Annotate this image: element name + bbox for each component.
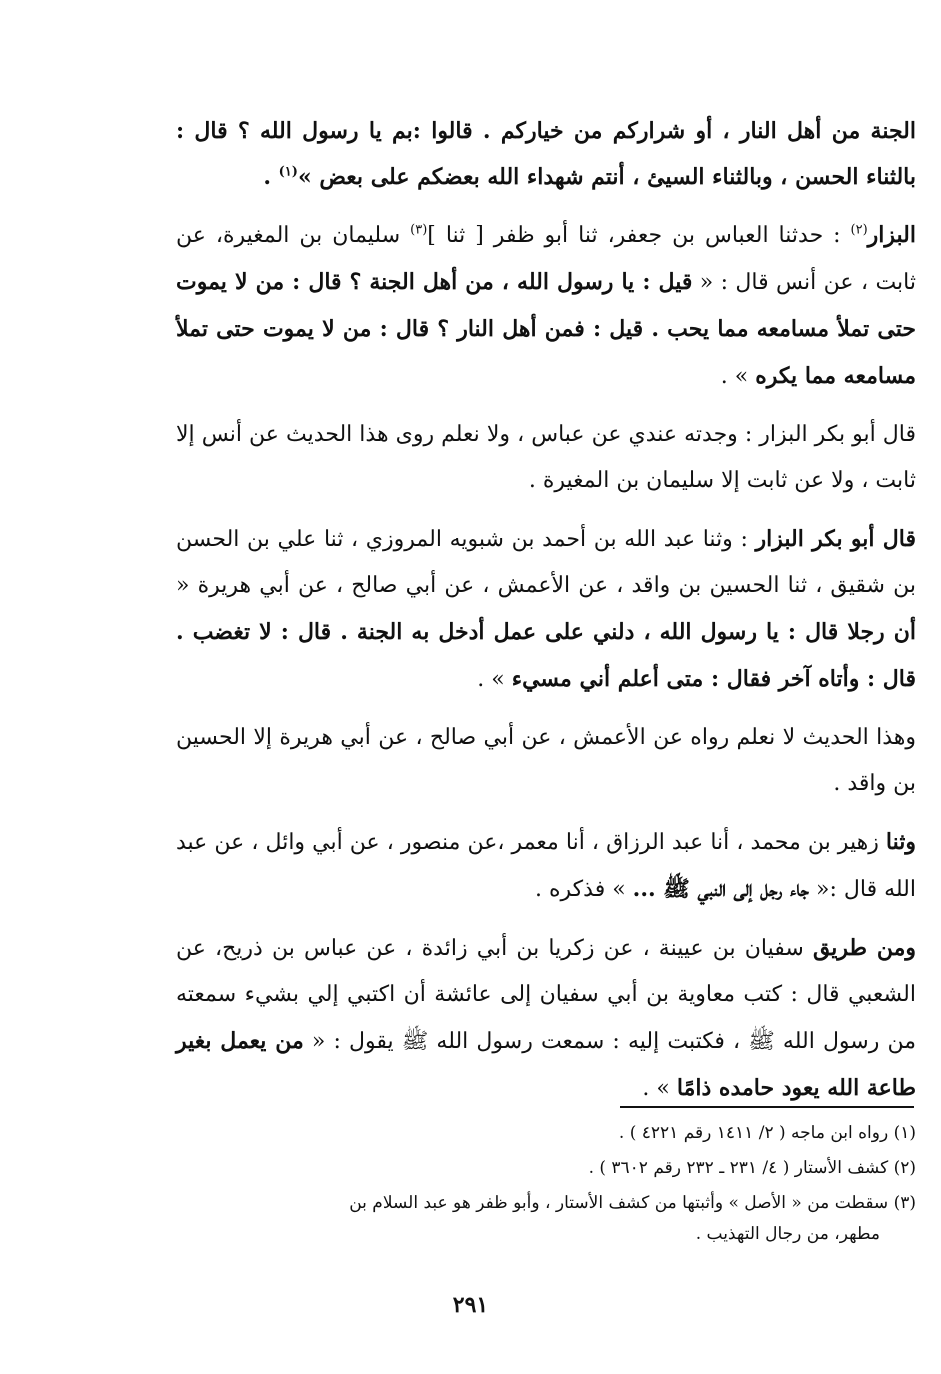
- paragraph-1-end: .: [263, 164, 279, 190]
- paragraph-3: قال أبو بكر البزار : وجدته عندي عن عباس ، ولا نعلم روى هذا الحديث عن أنس إلا ثابت ، ولا عن ثابت إلا سليمان بن المغيرة .: [176, 422, 916, 493]
- paragraph-2-chain-cont: سليمان بن المغيرة، عن ثابت ، عن أنس قال : «: [176, 223, 916, 295]
- paragraph-7-hadith: من يعمل بغير طاعة الله يعود حامده ذامًا: [176, 1028, 916, 1101]
- footnote-ref-1: (١): [278, 164, 298, 180]
- footnote-3-line-1: (٣) سقطت من « الأصل » وأثبتها من كشف الأستار ، وأبو ظفر هو عبد السلام بن: [349, 1193, 916, 1213]
- paragraph-2-hadith: قيل : يا رسول الله ، من أهل الجنة ؟ قال : من لا يموت حتى تملأ مسامعه مما يحب . قيل : فمن أهل النار ؟ قال : من لا يموت حتى تملأ مسامعه مما يكره: [176, 269, 916, 389]
- paragraph-4-hadith: أن رجلا قال : يا رسول الله ، دلني على عمل أدخل به الجنة . قال : لا تغضب . قال : وأتاه آخر فقال : متى أعلم أني مسيء: [176, 619, 916, 692]
- footnote-3-line-2: مطهر، من رجال التهذيب .: [695, 1224, 880, 1244]
- paragraph-7-end: » .: [642, 1076, 677, 1101]
- paragraph-7: [176, 925, 916, 1112]
- footnote-ref-2: (٢): [850, 222, 868, 238]
- paragraph-6-end: » فذكره .: [535, 877, 633, 902]
- paragraph-2-end: » .: [720, 364, 756, 389]
- paragraph-1-line-2: الحسن ، وبالثناء السيئ ، أنتم شهداء الله بعضكم على بعض »: [297, 164, 859, 190]
- paragraph-4-chain: : وثنا عبد الله بن أحمد بن شبويه المروزي ، ثنا علي بن الحسن بن شقيق ، ثنا الحسين بن واقد ، عن الأعمش ، عن أبي صالح ، عن أبي هريرة «: [176, 527, 916, 598]
- footnote-1: (١) رواه ابن ماجه ( ٢/ ١٤١١ رقم ٤٢٢١ ) .: [618, 1123, 916, 1143]
- paragraph-7-chain: سفيان بن عيينة ، عن زكريا بن أبي زائدة ، عن عباس بن ذريح، عن الشعبي قال : كتب معاوية بن أبي سفيان إلى عائشة أن اكتبي إلي بشيء سمعته من رسول الله ﷺ ، فكتبت إليه : سمعت رسول الله ﷺ يقول : «: [176, 936, 916, 1054]
- footnote-2: (٢) كشف الأستار ( ٤/ ٢٣١ ـ ٢٣٢ رقم ٣٦٠٢ ) .: [588, 1158, 916, 1178]
- footnote-ref-3: (٣): [410, 222, 428, 238]
- footnotes: [176, 1118, 916, 1254]
- page-number: ٢٩١: [452, 1292, 489, 1318]
- paragraph-4-end: » .: [477, 667, 512, 692]
- paragraph-4-lead: قال أبو بكر البزار: [755, 526, 916, 552]
- paragraph-2-lead: البزار: [867, 222, 917, 248]
- paragraph-4: [176, 516, 916, 703]
- main-text: [176, 108, 916, 1118]
- paragraph-2-chain: : حدثنا العباس بن جعفر، ثنا أبو ظفر [ ثنا ]: [427, 223, 851, 248]
- paragraph-2: [176, 212, 916, 400]
- paragraph-1: [176, 108, 916, 200]
- paragraph-7-lead: ومن طريق: [812, 935, 917, 961]
- paragraph-5: وهذا الحديث لا نعلم رواه عن الأعمش ، عن أبي صالح ، عن أبي هريرة إلا الحسين بن واقد .: [176, 725, 916, 796]
- footnote-divider: [620, 1106, 914, 1108]
- paragraph-6-hadith: جاء رجل إلى النبي ﷺ ...: [632, 876, 810, 902]
- footnote-3: [176, 1188, 916, 1250]
- paragraph-1-line-1: الجنة من أهل النار ، أو شراركم من خياركم . قالوا :بم يا رسول الله ؟ قال : بالثناء: [176, 118, 917, 190]
- paragraph-6-lead: وثنا: [885, 829, 916, 855]
- paragraph-6: [176, 819, 916, 913]
- paragraph-6-chain: زهير بن محمد ، أنا عبد الرزاق ، أنا معمر ،عن منصور ، عن أبي وائل ، عن عبد الله قال :«: [176, 830, 916, 902]
